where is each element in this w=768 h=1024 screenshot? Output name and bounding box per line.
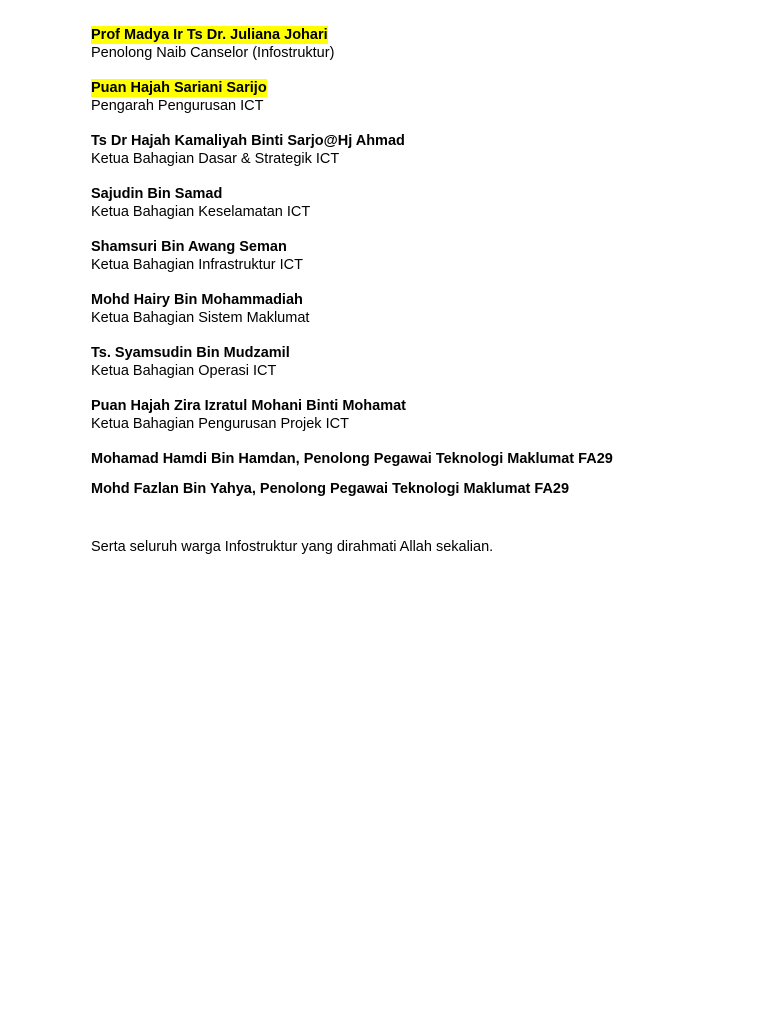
staff-role: Ketua Bahagian Infrastruktur ICT [91,257,303,273]
staff-entry [91,238,751,274]
staff-entry [91,291,751,327]
staff-role: Penolong Naib Canselor (Infostruktur) [91,45,335,61]
staff-role: Ketua Bahagian Operasi ICT [91,363,277,379]
staff-role: Ketua Bahagian Pengurusan Projek ICT [91,416,349,432]
staff-line: Mohd Fazlan Bin Yahya, Penolong Pegawai Teknologi Maklumat FA29 [91,481,570,497]
staff-name: Prof Madya Ir Ts Dr. Juliana Johari [91,27,328,43]
staff-role: Pengarah Pengurusan ICT [91,98,264,114]
staff-role: Ketua Bahagian Dasar & Strategik ICT [91,151,340,167]
staff-name: Puan Hajah Sariani Sarijo [91,80,267,96]
staff-name: Ts Dr Hajah Kamaliyah Binti Sarjo@Hj Ahmad [91,133,405,149]
staff-entry [91,185,751,221]
closing-text: Serta seluruh warga Infostruktur yang dirahmati Allah sekalian. [91,539,494,555]
staff-role: Ketua Bahagian Keselamatan ICT [91,204,311,220]
staff-entry [91,26,751,62]
staff-role: Ketua Bahagian Sistem Maklumat [91,310,310,326]
staff-entry [91,79,751,115]
staff-name: Shamsuri Bin Awang Seman [91,239,287,255]
staff-line: Mohamad Hamdi Bin Hamdan, Penolong Pegawai Teknologi Maklumat FA29 [91,451,613,467]
staff-name: Sajudin Bin Samad [91,186,223,202]
staff-name: Mohd Hairy Bin Mohammadiah [91,292,303,308]
staff-entry [91,132,751,168]
staff-entry [91,344,751,380]
staff-name: Ts. Syamsudin Bin Mudzamil [91,345,290,361]
staff-entry [91,397,751,433]
document-body [91,26,751,556]
staff-name: Puan Hajah Zira Izratul Mohani Binti Mohamat [91,398,406,414]
